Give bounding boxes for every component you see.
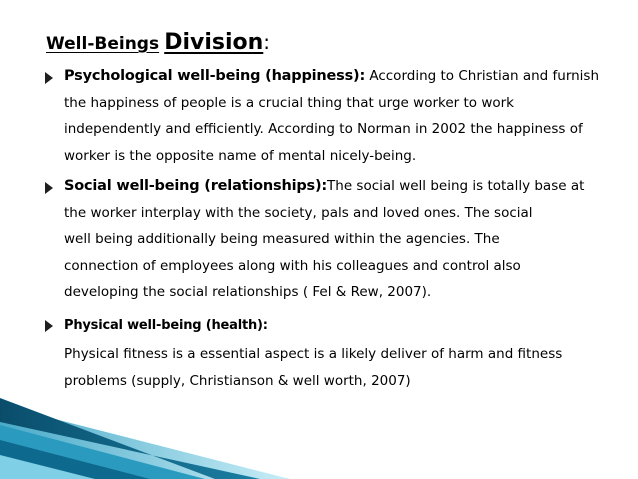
item-heading: Physical well-being (health): xyxy=(64,318,268,333)
title-part-1: Well-Beings xyxy=(46,34,160,54)
text-line: well being additionally being measured within the agencies. The xyxy=(64,231,500,247)
text-line: developing the social relationships ( Fel & Rew, 2007). xyxy=(64,284,432,300)
text-line: problems (supply, Christianson & well worth, 2007) xyxy=(64,372,411,389)
text-line: Physical fitness is a essential aspect is a likely deliver of harm and fitness xyxy=(64,346,563,362)
text-line: independently and efficiently. According to Norman in 2002 the happiness of xyxy=(64,121,583,137)
item-heading: Social well-being (relationships): xyxy=(64,178,328,194)
text-line: the worker interplay with the society, pals and loved ones. The social xyxy=(64,204,533,221)
item-text: The social well being is totally base at xyxy=(327,178,585,194)
text-line: connection of employees along with his colleagues and control also xyxy=(64,257,521,274)
title-part-2: Division xyxy=(164,30,264,55)
title-colon: : xyxy=(263,30,271,54)
item-heading: Psychological well-being (happiness): xyxy=(64,68,366,84)
text-line: the happiness of people is a crucial thing that urge worker to work xyxy=(64,94,515,111)
text-line: worker is the opposite name of mental nicely-being. xyxy=(64,147,417,164)
item-text: According to Christian and furnish xyxy=(365,68,600,84)
